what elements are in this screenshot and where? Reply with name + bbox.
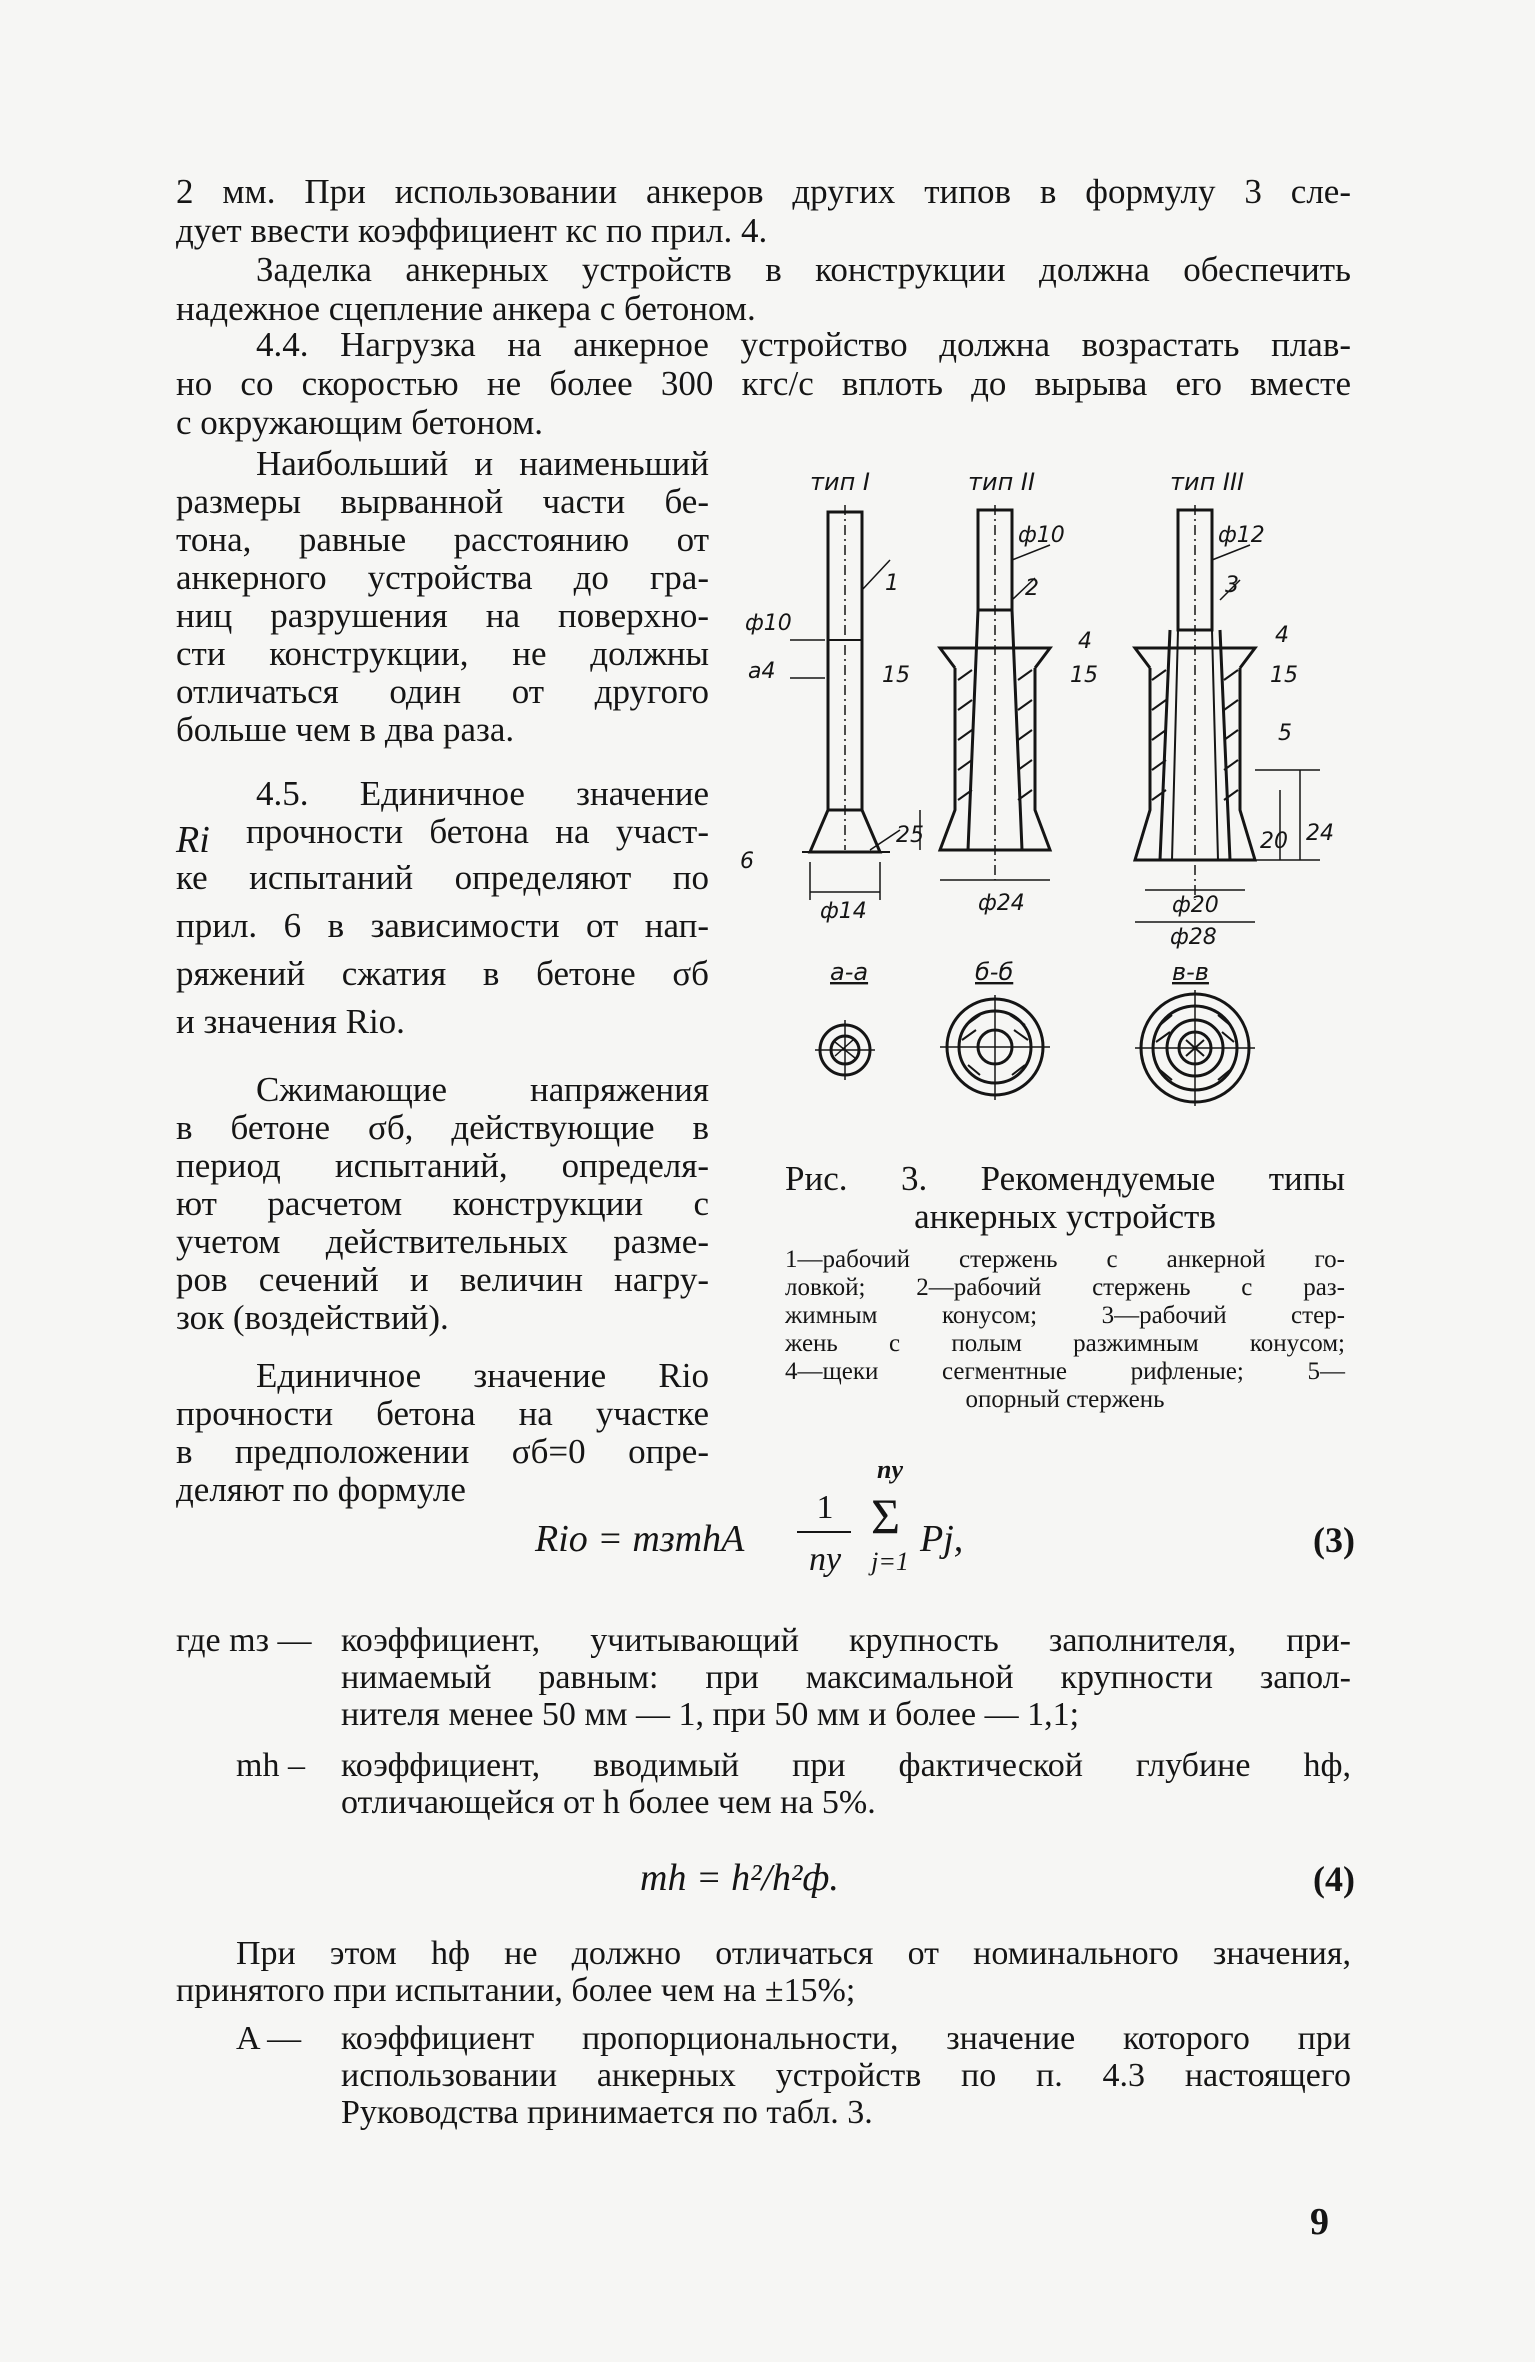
equation-number-4: (4) — [1313, 1859, 1355, 1899]
callout-3: 3 — [1225, 573, 1239, 598]
text-line: Наибольший и наименьший — [256, 444, 709, 483]
section-label-aa: а-а — [830, 958, 869, 986]
type-1-label: тип I — [810, 468, 870, 496]
text-line: прил. 6 в зависимости от нап- — [176, 906, 709, 945]
dim-15-a: 15 — [882, 663, 910, 688]
text-line: использовании анкерных устройств по п. 4.3 настоящего — [341, 2057, 1351, 2094]
legend-line: 1—рабочий стержень с анкерной го- — [785, 1246, 1345, 1273]
text-line: учетом действительных разме- — [176, 1222, 709, 1261]
text-line: Руководства принимается по табл. 3. — [341, 2094, 873, 2131]
text-line: и значения Rio. — [176, 1002, 405, 1041]
text-line: период испытаний, определя- — [176, 1146, 709, 1185]
equation-number-3: (3) — [1313, 1520, 1355, 1560]
definition-label: mh – — [236, 1747, 305, 1784]
formula-3-frac-num: 1 — [816, 1489, 834, 1526]
paragraph-tolerance — [176, 1935, 1351, 2009]
caption-title-line: Рис. 3. Рекомендуемые типы — [785, 1159, 1345, 1198]
figure-caption — [785, 1160, 1345, 1414]
anchor-types-figure — [740, 450, 1350, 1120]
dim-d24: ф24 — [978, 891, 1025, 916]
formula-4-expression: mh = h²/h²ф. — [640, 1857, 839, 1899]
section-4-4 — [176, 325, 1351, 442]
caption-legend — [785, 1246, 1345, 1414]
definition-m3 — [176, 1622, 1351, 1747]
text-line: 4.5. Единичное значение — [256, 774, 709, 813]
dim-6: 6 — [740, 849, 754, 874]
dim-d10-type2: ф10 — [1018, 523, 1065, 548]
legend-line: опорный стержень — [965, 1386, 1165, 1413]
paragraph-sizes — [176, 445, 709, 749]
callout-4a: 4 — [1078, 629, 1092, 654]
dim-d12-type3: ф12 — [1218, 523, 1265, 548]
text-line: ров сечений и величин нагру- — [176, 1260, 709, 1299]
definition-a — [176, 2020, 1351, 2145]
text-line: больше чем в два раза. — [176, 710, 515, 749]
sum-sign: Σ — [871, 1488, 901, 1544]
formula-4 — [640, 1850, 1355, 1910]
text-line: Сжимающие напряжения — [256, 1070, 709, 1109]
formula-3-frac-den: nу — [808, 1541, 842, 1578]
text-line: надежное сцепление анкера с бетоном. — [176, 289, 756, 328]
text-line: Заделка анкерных устройств в конструкции должна обеспечить — [256, 250, 1351, 289]
formula-3 — [535, 1455, 1355, 1605]
text-line: размеры вырванной части бе- — [176, 482, 709, 521]
section-label-bb: б-б — [975, 958, 1014, 986]
dim-d10-type1: ф10 — [745, 611, 792, 636]
dim-20: 20 — [1260, 829, 1288, 854]
formula-3-term: Pj, — [920, 1518, 964, 1560]
dim-d28: ф28 — [1170, 925, 1217, 950]
text-line: тона, равные расстоянию от — [176, 520, 709, 559]
formula-3-lhs: Rio = mзmhA — [535, 1518, 745, 1560]
text-line: 4.4. Нагрузка на анкерное устройство должна возрастать плав- — [256, 325, 1351, 364]
text-line: прочности бетона на участ- — [246, 812, 709, 851]
dim-15-c: 15 — [1270, 663, 1298, 688]
text-line: нителя менее 50 мм — 1, при 50 мм и более — 1,1; — [341, 1696, 1080, 1733]
type-1-drawing — [790, 505, 900, 900]
text-line: в бетоне σб, действующие в — [176, 1108, 709, 1147]
text-line: коэффициент, учитывающий крупность заполнителя, при- — [341, 1622, 1351, 1659]
text-line: но со скоростью не более 300 кгс/с вплоть до вырыва его вместе — [176, 364, 1351, 403]
legend-line: ловкой; 2—рабочий стержень с раз- — [785, 1274, 1345, 1301]
definition-mh — [176, 1747, 1351, 1832]
text-line: зок (воздействий). — [176, 1298, 449, 1337]
text-line: отличающейся от h более чем на 5%. — [341, 1784, 876, 1821]
dim-15-b: 15 — [1070, 663, 1098, 688]
section-vv-drawing — [1135, 990, 1255, 1106]
text-line: в предположении σб=0 опре- — [176, 1432, 709, 1471]
text-line: коэффициент пропорциональности, значение которого при — [341, 2020, 1351, 2057]
text-line: коэффициент, вводимый при фактической глубине hф, — [341, 1747, 1351, 1784]
text-line: с окружающим бетоном. — [176, 403, 543, 442]
text-line: отличаться один от другого — [176, 672, 709, 711]
text-line: сти конструкции, не должны — [176, 634, 709, 673]
text-line: нимаемый равным: при максимальной крупности запол- — [341, 1659, 1351, 1696]
dim-d14: ф14 — [820, 899, 867, 924]
text-line: дует ввести коэффициент кс по прил. 4. — [176, 211, 768, 250]
text-line: деляют по формуле — [176, 1470, 466, 1509]
fraction-bar — [797, 1531, 851, 1533]
text-line: ют расчетом конструкции с — [176, 1184, 709, 1223]
legend-line: жимным конусом; 3—рабочий стер- — [785, 1302, 1345, 1329]
section-aa-drawing — [815, 1020, 875, 1080]
text-line: ряжений сжатия в бетоне σб — [176, 954, 709, 993]
dim-d20: ф20 — [1172, 893, 1219, 918]
section-bb-drawing — [940, 995, 1050, 1100]
section-label-vv: в-в — [1172, 958, 1209, 986]
legend-line: жень с полым разжимным конусом; — [785, 1330, 1345, 1357]
type-3-label: тип III — [1170, 468, 1245, 496]
caption-title-line: анкерных устройств — [914, 1197, 1216, 1236]
text-line: Единичное значение Rio — [256, 1356, 709, 1395]
ri-symbol: Ri — [176, 819, 210, 861]
dim-a4: а4 — [748, 659, 776, 684]
type-3-drawing — [1135, 505, 1320, 922]
left-column — [176, 445, 709, 1509]
callout-4b: 4 — [1275, 623, 1289, 648]
callout-5: 5 — [1278, 721, 1292, 746]
intro-paragraph — [176, 172, 1351, 328]
definition-label: A — — [236, 2020, 302, 2057]
text-line: ке испытаний определяют по — [176, 858, 709, 897]
formula-3-sum-top: nу — [877, 1455, 903, 1484]
cross-sections — [815, 990, 1255, 1106]
formula-3-sum-bottom: j=1 — [871, 1547, 909, 1576]
text-line: При этом hф не должно отличаться от номинального значения, — [236, 1935, 1351, 1972]
paragraph-4-5 — [176, 775, 709, 1041]
dim-25: 25 — [896, 823, 924, 848]
callout-1: 1 — [885, 571, 899, 596]
paragraph-stresses — [176, 1071, 709, 1337]
text-line: анкерного устройства до гра- — [176, 558, 709, 597]
text-line: прочности бетона на участке — [176, 1394, 709, 1433]
text-line: ниц разрушения на поверхно- — [176, 596, 709, 635]
callout-2: 2 — [1025, 576, 1039, 601]
dim-24: 24 — [1306, 821, 1334, 846]
legend-line: 4—щеки сегментные рифленые; 5— — [785, 1358, 1345, 1385]
type-2-drawing — [920, 505, 1050, 880]
type-2-label: тип II — [968, 468, 1036, 496]
text-line: принятого при испытании, более чем на ±15%; — [176, 1972, 856, 2009]
definition-label: где mз — — [176, 1622, 312, 1659]
caption-title — [785, 1160, 1345, 1236]
page-number: 9 — [1310, 2201, 1329, 2243]
text-line: 2 мм. При использовании анкеров других типов в формулу 3 сле- — [176, 172, 1351, 211]
